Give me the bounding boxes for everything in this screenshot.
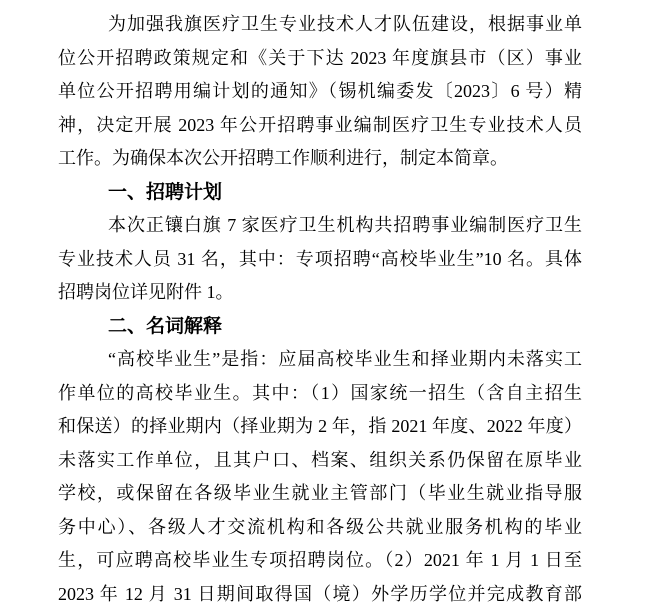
text-line: 招聘岗位详见附件 1。 [58,276,582,310]
text-line: 本次正镶白旗 7 家医疗卫生机构共招聘事业编制医疗卫生 [58,209,582,243]
section-heading-terms: 二、名词解释 [58,310,582,344]
text-line: 专业技术人员 31 名，其中：专项招聘“高校毕业生”10 名。具体 [58,243,582,277]
text-line: 未落实工作单位，且其户口、档案、组织关系仍保留在原毕业 [58,444,582,478]
document-page [58,8,582,611]
text-line: 神，决定开展 2023 年公开招聘事业编制医疗卫生专业技术人员 [58,109,582,143]
text-line: 工作。为确保本次公开招聘工作顺利进行，制定本简章。 [58,142,582,176]
text-line: 生，可应聘高校毕业生专项招聘岗位。（2）2021 年 1 月 1 日至 [58,544,582,578]
paragraph-recruitment-plan [58,209,582,310]
text-line: “高校毕业生”是指：应届高校毕业生和择业期内未落实工 [58,343,582,377]
section-heading-recruitment-plan: 一、招聘计划 [58,176,582,210]
text-line: 单位公开招聘用编计划的通知》（锡机编委发〔2023〕6 号）精 [58,75,582,109]
text-line: 学校，或保留在各级毕业生就业主管部门（毕业生就业指导服 [58,477,582,511]
paragraph-intro [58,8,582,176]
text-line: 位公开招聘政策规定和《关于下达 2023 年度旗县市（区）事业 [58,42,582,76]
text-line: 作单位的高校毕业生。其中：（1）国家统一招生（含自主招生 [58,377,582,411]
text-line: 务中心）、各级人才交流机构和各级公共就业服务机构的毕业 [58,511,582,545]
text-line: 为加强我旗医疗卫生专业技术人才队伍建设，根据事业单 [58,8,582,42]
text-line: 2023 年 12 月 31 日期间取得国（境）外学历学位并完成教育部 [58,578,582,611]
paragraph-terms [58,343,582,611]
text-line: 和保送）的择业期内（择业期为 2 年，指 2021 年度、2022 年度） [58,410,582,444]
